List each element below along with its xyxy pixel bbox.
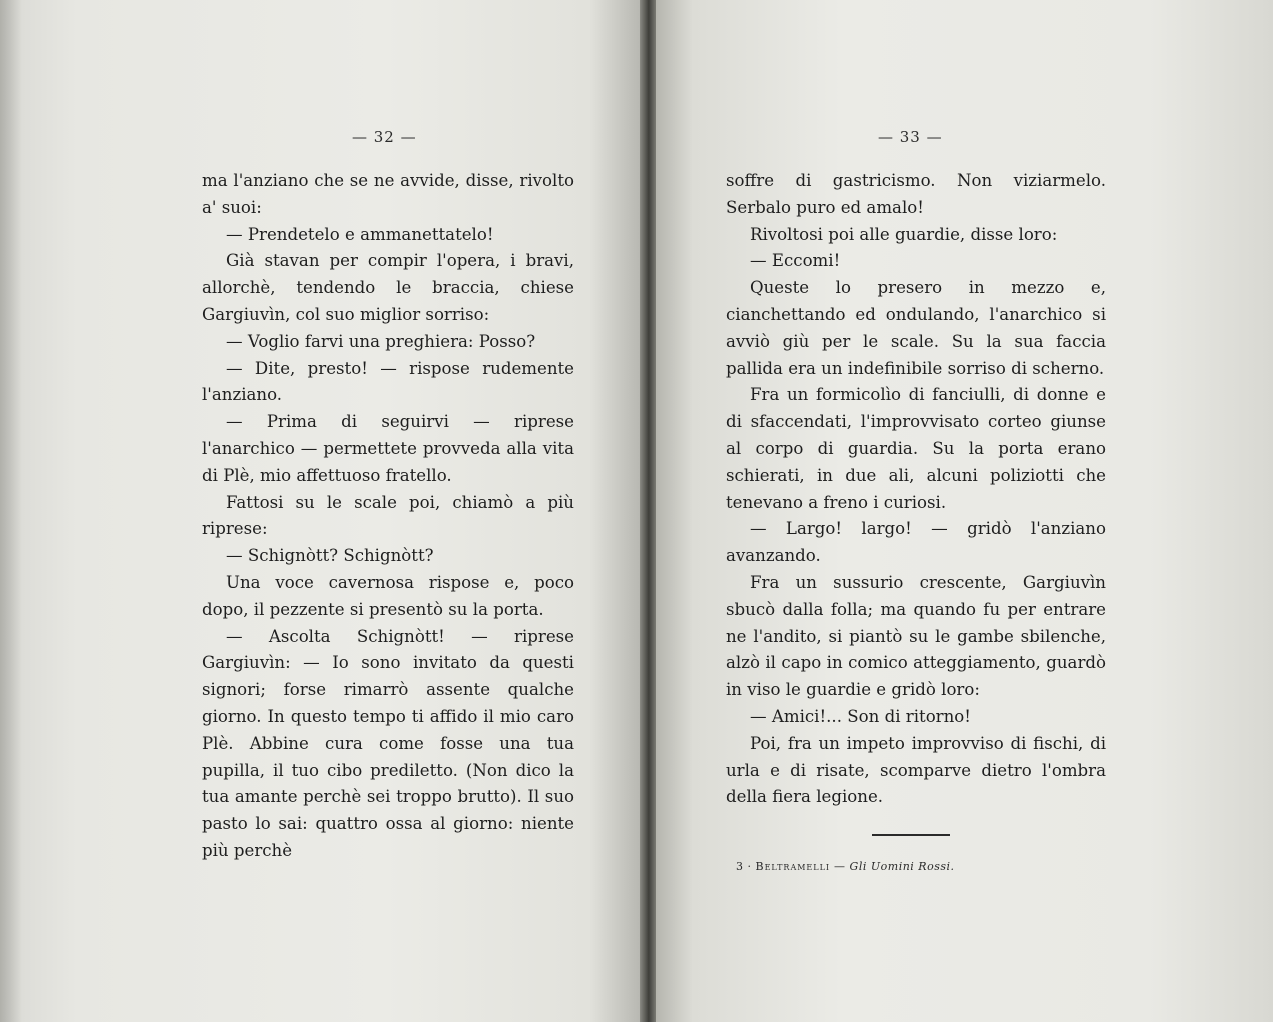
signature-line	[736, 860, 955, 873]
paragraph: ma l'anziano che se ne avvide, disse, rivolto a' suoi:	[202, 171, 574, 217]
paragraph: Poi, fra un impeto improvviso di fischi, di urla e di risate, scomparve dietro l'ombra della fiera legione.	[726, 733, 1106, 807]
signature-dash: —	[834, 860, 846, 873]
page-number: — 33 —	[878, 128, 943, 146]
paragraph: — Dite, presto! — rispose rudemente l'anziano.	[202, 358, 574, 405]
right-page	[656, 0, 1273, 1022]
body-text	[726, 168, 1106, 811]
paragraph: Una voce cavernosa rispose e, poco dopo, il pezzente si presentò su la porta.	[202, 572, 574, 619]
page-edge-shadow	[0, 0, 22, 1022]
paragraph: — Prima di seguirvi — riprese l'anarchico — permettete provveda alla vita di Plè, mio affettuoso fratello.	[202, 412, 574, 485]
page-number: — 32 —	[352, 128, 417, 146]
book-gutter	[640, 0, 656, 1022]
paragraph: — Eccomi!	[750, 251, 841, 271]
paragraph: soffre di gastricismo. Non viziarmelo. Serbalo puro ed amalo!	[726, 171, 1106, 217]
paragraph: — Voglio farvi una preghiera: Posso?	[226, 331, 536, 351]
signature-number: 3 ·	[736, 860, 752, 873]
signature-author: Beltramelli	[755, 860, 831, 873]
signature-title: Gli Uomini Rossi.	[849, 860, 955, 873]
paragraph: — Prendetelo e ammanettatelo!	[226, 224, 494, 244]
body-text	[202, 168, 574, 865]
paragraph: Queste lo presero in mezzo e, cianchettando ed ondulando, l'anarchico si avviò giù per le scale. Su la sua faccia pallida era un indefinibile sorriso di scherno.	[726, 278, 1106, 378]
paragraph: — Largo! largo! — gridò l'anziano avanzando.	[726, 519, 1106, 566]
paragraph: Rivoltosi poi alle guardie, disse loro:	[750, 224, 1058, 244]
paragraph: — Ascolta Schignòtt! — riprese Gargiuvìn: — Io sono invitato da questi signori; forse rimarrò assente qualche giorno. In questo tempo ti affido il mio caro Plè. Abbine cura come fosse una tua pupilla, il tuo cibo prediletto. (Non dico la tua amante perchè sei troppo brutto). Il suo pasto lo sai: quattro ossa al giorno: niente più perchè	[202, 626, 574, 860]
paragraph: — Amici!... Son di ritorno!	[750, 706, 971, 726]
paragraph: Fattosi su le scale poi, chiamò a più riprese:	[202, 492, 574, 539]
paragraph: Già stavan per compir l'opera, i bravi, allorchè, tendendo le braccia, chiese Gargiuvìn, col suo miglior sorriso:	[202, 251, 574, 324]
paragraph: — Schignòtt? Schignòtt?	[226, 546, 434, 566]
paragraph: Fra un formicolìo di fanciulli, di donne e di sfaccendati, l'improvvisato corteo giunse al corpo di guardia. Su la porta erano schierati, in due ali, alcuni poliziotti che tenevano a freno i curiosi.	[726, 385, 1106, 512]
paragraph: Fra un sussurio crescente, Gargiuvìn sbucò dalla folla; ma quando fu per entrare ne l'andito, si piantò su le gambe sbilenche, alzò il capo in comico atteggiamento, guardò in viso le guardie e gridò loro:	[726, 572, 1106, 700]
section-divider	[872, 834, 950, 836]
